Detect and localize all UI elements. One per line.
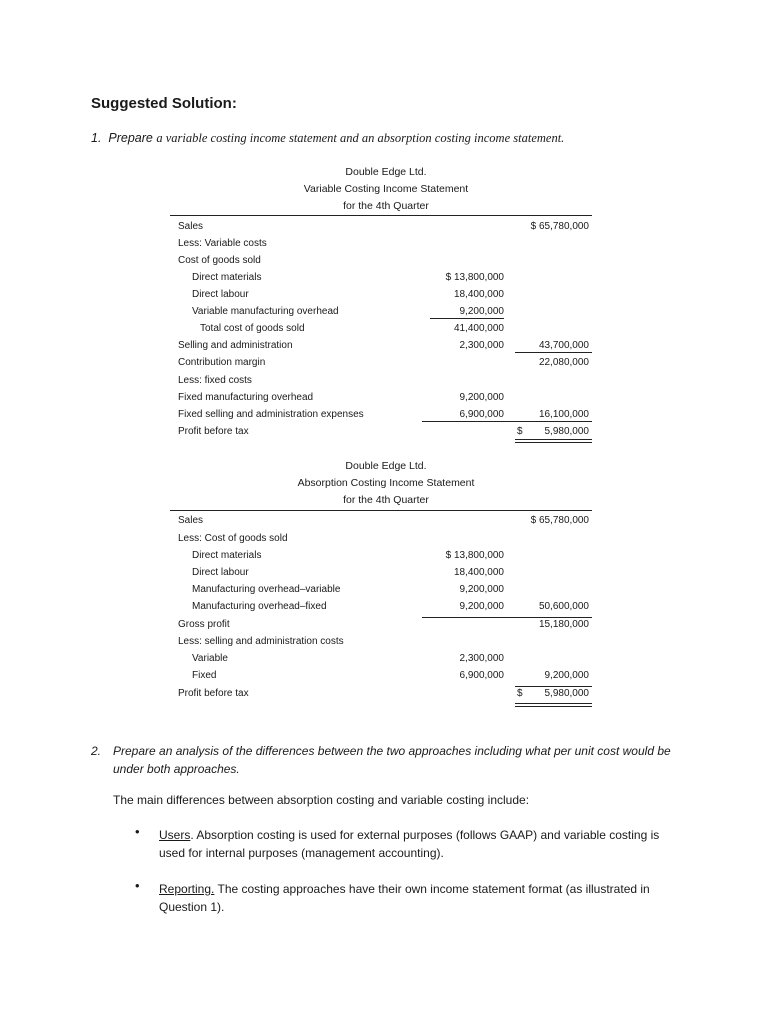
row-label: Variable manufacturing overhead [192, 306, 339, 317]
bullet-reporting-key: Reporting. [159, 882, 215, 896]
variable-title: Variable Costing Income Statement [303, 183, 469, 195]
statement-row [0, 218, 768, 235]
statement-row [0, 598, 768, 615]
statement-row [0, 616, 768, 633]
row-currency-symbol: $ [517, 688, 523, 699]
row-label: Fixed selling and administration expenses [178, 409, 364, 420]
statement-row [0, 389, 768, 406]
statement-row [0, 303, 768, 320]
bullet-users-key: Users [159, 828, 191, 842]
statement-row [0, 286, 768, 303]
row-amount-total: 5,980,000 [544, 426, 589, 437]
row-amount-total: 43,700,000 [538, 340, 589, 351]
row-amount-total: $ 65,780,000 [530, 515, 589, 526]
statement-row [0, 667, 768, 684]
bullet-reporting [159, 880, 679, 916]
row-label: Direct labour [192, 289, 249, 300]
row-label: Direct materials [192, 550, 262, 561]
row-amount-detail: 9,200,000 [459, 601, 504, 612]
row-label: Manufacturing overhead–variable [192, 584, 341, 595]
bullet-users [159, 826, 679, 862]
row-amount-total: 16,100,000 [538, 409, 589, 420]
row-label: Profit before tax [178, 426, 249, 437]
row-amount-detail: 9,200,000 [459, 392, 504, 403]
row-label: Profit before tax [178, 688, 249, 699]
absorption-total-rule-1 [515, 703, 592, 704]
absorption-period: for the 4th Quarter [343, 494, 429, 506]
row-amount-total: 5,980,000 [544, 688, 589, 699]
row-amount-total: 9,200,000 [544, 670, 589, 681]
row-label: Sales [178, 515, 204, 526]
variable-fixed-rule [422, 421, 592, 422]
row-label: Less: Variable costs [178, 238, 267, 249]
bullet-2-glyph: • [135, 878, 140, 893]
row-amount-total: 22,080,000 [538, 357, 589, 368]
row-amount-detail: 2,300,000 [459, 653, 504, 664]
row-label: Fixed manufacturing overhead [178, 392, 314, 403]
variable-period: for the 4th Quarter [343, 200, 429, 212]
page-heading: Suggested Solution: [91, 95, 237, 112]
row-amount-detail: 6,900,000 [459, 409, 504, 420]
statement-row [0, 530, 768, 547]
row-amount-detail: 18,400,000 [453, 567, 504, 578]
row-label: Contribution margin [178, 357, 266, 368]
statement-row [0, 650, 768, 667]
statement-row [0, 320, 768, 337]
statement-row [0, 423, 768, 440]
row-label: Cost of goods sold [178, 255, 261, 266]
statement-row [0, 269, 768, 286]
question-1-number: 1. [91, 131, 102, 145]
question-1-text: a variable costing income statement and an absorption costing income statement. [156, 131, 565, 145]
row-amount-detail: $ 13,800,000 [445, 550, 504, 561]
row-amount-total: 15,180,000 [538, 619, 589, 630]
absorption-header-rule [170, 510, 592, 511]
row-amount-detail: 9,200,000 [459, 584, 504, 595]
row-label: Less: Cost of goods sold [178, 533, 288, 544]
bullet-users-text: . Absorption costing is used for external purposes (follows GAAP) and variable costing is used for internal purposes (management accounting). [159, 828, 660, 860]
row-label: Less: fixed costs [178, 375, 252, 386]
question-2-number: 2. [91, 744, 102, 758]
row-currency-symbol: $ [517, 426, 523, 437]
absorption-gross-rule [422, 617, 592, 618]
row-label: Variable [192, 653, 228, 664]
statement-row [0, 685, 768, 702]
statement-row [0, 337, 768, 354]
bullet-1-glyph: • [135, 824, 140, 839]
bullet-reporting-text: The costing approaches have their own income statement format (as illustrated in Question 1). [159, 882, 650, 914]
absorption-total-rule-2 [515, 706, 592, 707]
row-label: Less: selling and administration costs [178, 636, 344, 647]
row-label: Sales [178, 221, 204, 232]
question-1 [91, 131, 564, 146]
statement-row [0, 581, 768, 598]
statement-row [0, 372, 768, 389]
absorption-sga-rule [515, 686, 592, 687]
absorption-company: Double Edge Ltd. [345, 460, 427, 472]
statement-row [0, 547, 768, 564]
row-label: Fixed [192, 670, 217, 681]
variable-company: Double Edge Ltd. [345, 166, 427, 178]
row-amount-detail: 9,200,000 [459, 306, 504, 317]
row-amount-detail: 41,400,000 [453, 323, 504, 334]
absorption-title: Absorption Costing Income Statement [297, 477, 475, 489]
statement-row [0, 406, 768, 423]
row-label: Direct labour [192, 567, 249, 578]
statement-row [0, 564, 768, 581]
variable-subtotal-rule [430, 318, 504, 319]
statement-row [0, 633, 768, 650]
statement-row [0, 512, 768, 529]
variable-total-rule-1 [515, 439, 592, 440]
row-label: Manufacturing overhead–fixed [192, 601, 327, 612]
variable-header-rule [170, 215, 592, 216]
variable-cm-rule [515, 352, 592, 353]
row-amount-detail: 2,300,000 [459, 340, 504, 351]
statement-row [0, 235, 768, 252]
differences-intro: The main differences between absorption costing and variable costing include: [113, 793, 530, 807]
statement-row [0, 252, 768, 269]
row-amount-detail: $ 13,800,000 [445, 272, 504, 283]
variable-total-rule-2 [515, 442, 592, 443]
row-label: Selling and administration [178, 340, 293, 351]
row-amount-detail: 18,400,000 [453, 289, 504, 300]
row-amount-detail: 6,900,000 [459, 670, 504, 681]
row-label: Total cost of goods sold [200, 323, 305, 334]
row-label: Direct materials [192, 272, 262, 283]
question-1-lead: Prepare [108, 131, 153, 145]
statement-row [0, 354, 768, 371]
row-label: Gross profit [178, 619, 230, 630]
row-amount-total: 50,600,000 [538, 601, 589, 612]
question-2-text: Prepare an analysis of the differences between the two approaches including what per unit cost would be under both approaches. [113, 744, 671, 776]
row-amount-total: $ 65,780,000 [530, 221, 589, 232]
